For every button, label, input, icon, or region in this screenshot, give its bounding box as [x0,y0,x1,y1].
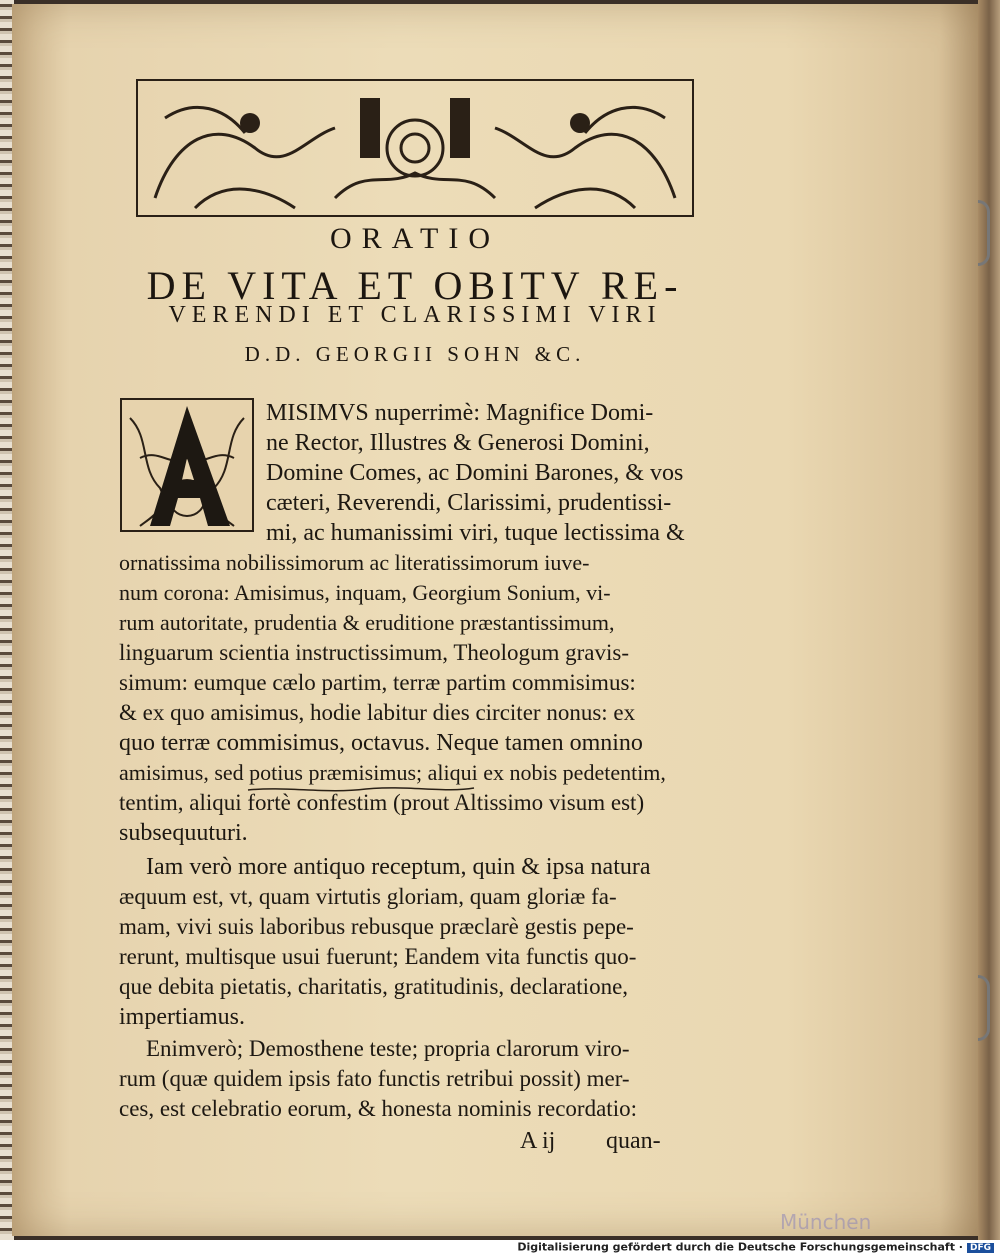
title-line-3: VERENDI ET CLARISSIMI VIRI [168,302,662,328]
digitization-footer [0,1240,1000,1257]
decorated-initial-a [120,398,254,532]
book-fore-edge [978,0,1000,1240]
dfg-logo: DFG [967,1243,994,1253]
title-line-2: DE VITA ET OBITV RE- [146,263,684,308]
text-line: num corona: Amisimus, inquam, Georgium Sonium, vi- [119,580,611,605]
handwritten-underline [246,782,476,796]
text-line: linguarum scientia instructissimum, Theologum gravis- [119,640,629,665]
text-line: ces, est celebratio eorum, & honesta nominis recordatio: [119,1096,637,1121]
ornamental-headpiece [135,78,695,218]
text-line: ne Rector, Illustres & Generosi Domini, [266,430,650,456]
text-line: rerunt, multisque usui fuerunt; Eandem vita functis quo- [119,944,637,969]
text-line: Domine Comes, ac Domini Barones, & vos [266,460,684,486]
catchword: quan- [606,1128,661,1154]
text-line: mam, vivi suis laboribus rebusque præclarè gestis pepe- [119,914,634,939]
title-oratio: ORATIO [330,222,500,255]
text-line: amisimus, sed potius præmisimus; aliqui ex nobis pedetentim, [119,760,666,785]
text-line: subsequuturi. [119,820,248,846]
text-line: & ex quo amisimus, hodie labitur dies circiter nonus: ex [119,700,636,725]
text-line: que debita pietatis, charitatis, gratitudinis, declaratione, [119,974,629,999]
text-line: Iam verò more antiquo receptum, quin & ipsa natura [146,854,651,880]
text-line: rum autoritate, prudentia & eruditione præstantissimum, [119,610,615,635]
text-line: Enimverò; Demosthene teste; propria clarorum viro- [146,1036,630,1061]
text-line: quo terræ commisimus, octavus. Neque tamen omnino [119,730,643,756]
text-line: impertiamus. [119,1004,245,1030]
text-line: MISIMVS nuperrimè: Magnifice Domi- [266,400,654,426]
text-line: æquum est, vt, quam virtutis gloriam, quam gloriæ fa- [119,884,617,909]
text-line: mi, ac humanissimi viri, tuque lectissima & [266,520,685,546]
text-line: simum: eumque cælo partim, terræ partim commisimus: [119,670,636,695]
signature-mark: A ij [520,1128,556,1154]
footer-text: Digitalisierung gefördert durch die Deutsche Forschungsgemeinschaft · [517,1240,963,1254]
title-line-4: D.D. GEORGII SOHN &C. [244,342,586,366]
text-line: ornatissima nobilissimorum ac literatissimorum iuve- [119,550,590,575]
text-line: cæteri, Reverendi, Clarissimi, prudentissi- [266,490,672,516]
text-line: tentim, aliqui fortè confestim (prout Altissimo visum est) [119,790,645,815]
library-stamp: München [780,1210,872,1234]
text-line: rum (quæ quidem ipsis fato functis retribui possit) mer- [119,1066,630,1091]
